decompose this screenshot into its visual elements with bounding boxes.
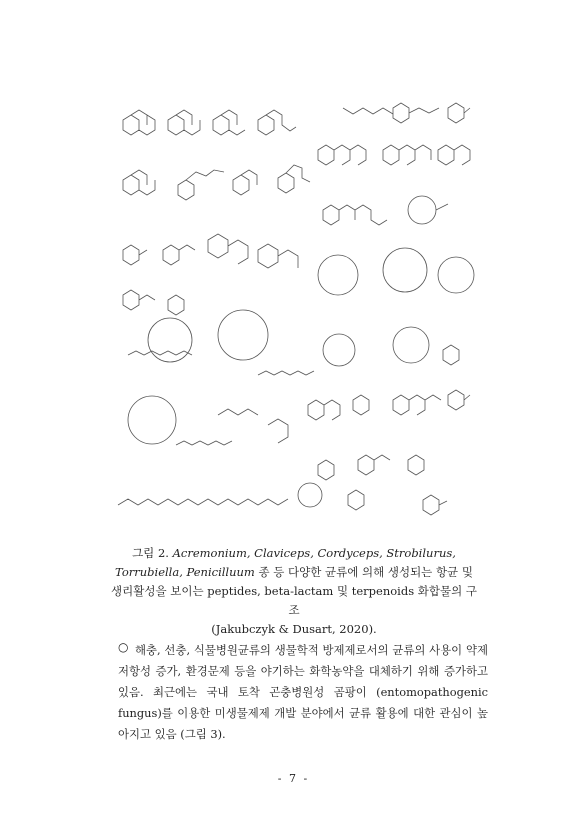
- structure-group-macrocycles: [318, 248, 474, 366]
- paragraph-text: 해충, 선충, 식물병원균류의 생물학적 방제제로서의 균류의 사용이 약제 저항성 증가, 환경문제 등을 야기하는 화학농약을 대체하기 위해 증가하고 있음. 최근에는 국내 토착 곤충병원성 곰팡이 (entomopathogenic fungus)를 이용한 미생물제제 개발 분야에서 균류 활용에 대한 관심이 높아지고 있음 (그림 3).: [118, 643, 488, 741]
- structure-group-ergot: [123, 110, 310, 200]
- body-paragraph: [118, 640, 488, 745]
- structure-group-polyketides: [318, 103, 470, 225]
- caption-description: 종 등 다양한 균류에 의해 생성되는 항균 및 생리활성을 보이는 peptides, beta-lactam 및 terpenoids 화합물의 구조: [111, 565, 477, 617]
- paragraph-bullet: ○: [118, 640, 129, 654]
- caption-species: Acremonium, Claviceps, Cordyceps, Strobilurus, Torrubiella, Penicilluum: [115, 546, 456, 579]
- structure-group-cyclic-peptides: [128, 310, 314, 445]
- structure-group-terpenoids: [308, 390, 470, 515]
- structure-group-long-peptide: [118, 483, 322, 507]
- chemical-structures-image: [108, 100, 478, 530]
- structure-group-peptides: [123, 234, 298, 315]
- compound-structures-figure: [108, 100, 478, 530]
- caption-label: 그림 2.: [132, 546, 173, 560]
- page-number: - 7 -: [277, 772, 310, 785]
- caption-citation: (Jakubczyk & Dusart, 2020).: [211, 622, 377, 636]
- figure-caption: [110, 544, 478, 639]
